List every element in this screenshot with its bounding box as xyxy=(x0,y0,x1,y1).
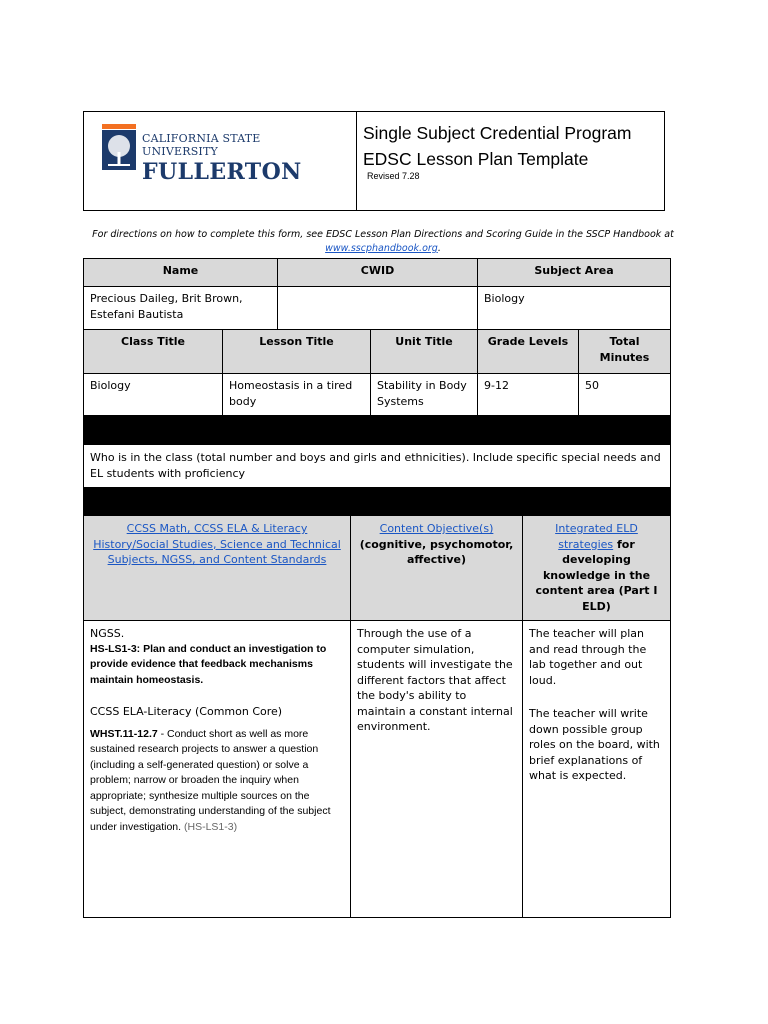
grade-levels-value: 9-12 xyxy=(477,373,579,416)
whst-code: WHST.11-12.7 xyxy=(90,727,158,740)
directions-body: For directions on how to complete this form, see EDSC Lesson Plan Directions and Scoring Guide in the SSCP Handbook at xyxy=(92,229,674,240)
whst-standard xyxy=(90,727,344,836)
logo-fullerton-line: FULLERTON xyxy=(142,159,302,185)
unit-title-value: Stability in Body Systems xyxy=(370,373,478,416)
eld-strategies-link[interactable]: Integrated ELD strategies xyxy=(555,522,638,551)
template-title: EDSC Lesson Plan Template xyxy=(363,149,589,169)
header-box xyxy=(83,111,665,211)
eld-strategy-1: The teacher will plan and read through the lab together and out loud. xyxy=(529,627,647,687)
unit-title-header: Unit Title xyxy=(370,329,478,374)
class-title-value: Biology xyxy=(83,373,223,416)
eld-strategies-subtitle: for developing knowledge in the content area (Part I ELD) xyxy=(535,537,658,613)
sscp-handbook-link[interactable]: www.sscphandbook.org xyxy=(325,243,438,254)
grade-levels-header: Grade Levels xyxy=(477,329,579,374)
eld-strategies-header xyxy=(522,515,671,621)
content-objectives-link[interactable]: Content Objective(s) xyxy=(379,522,494,535)
program-title: Single Subject Credential Program xyxy=(363,123,632,143)
revised-note: Revised 7.28 xyxy=(367,171,420,181)
eld-strategies-cell xyxy=(522,620,671,918)
name-value: Precious Daileg, Brit Brown, Estefani Bautista xyxy=(83,286,278,330)
content-objectives-subtitle: (cognitive, psychomotor, affective) xyxy=(359,537,514,566)
tree-seal-icon xyxy=(102,124,136,174)
ngss-label: NGSS. xyxy=(90,627,125,640)
lesson-title-header: Lesson Title xyxy=(222,329,371,374)
subject-area-value: Biology xyxy=(477,286,671,330)
directions-end: . xyxy=(437,243,441,254)
total-minutes-header: Total Minutes xyxy=(578,329,671,374)
logo-university-line: CALIFORNIA STATE UNIVERSITY xyxy=(142,132,261,158)
whst-ref: (HS-LS1-3) xyxy=(183,820,238,833)
name-header: Name xyxy=(83,258,278,287)
ccss-ela-label: CCSS ELA-Literacy (Common Core) xyxy=(90,705,283,718)
total-minutes-value: 50 xyxy=(578,373,671,416)
directions-text xyxy=(83,228,683,256)
subject-area-header: Subject Area xyxy=(477,258,671,287)
csuf-logo xyxy=(102,122,312,185)
class-title-header: Class Title xyxy=(83,329,223,374)
eld-strategy-2: The teacher will write down possible group roles on the board, with brief explanations of what is expected. xyxy=(529,707,660,782)
section-divider-bar xyxy=(83,487,671,516)
standards-cell xyxy=(83,620,351,918)
standards-link[interactable]: CCSS Math, CCSS ELA & Literacy History/Social Studies, Science and Technical Subjects, NGSS, and Content Standards xyxy=(93,522,341,566)
hs-ls1-3-standard: HS-LS1-3: Plan and conduct an investigation to provide evidence that feedback mechanisms maintain homeostasis. xyxy=(90,642,327,686)
cwid-header: CWID xyxy=(277,258,478,287)
lesson-title-value: Homeostasis in a tired body xyxy=(222,373,371,416)
content-objectives-header xyxy=(350,515,523,621)
standards-header xyxy=(83,515,351,621)
content-objective-cell: Through the use of a computer simulation, students will investigate the different factors that affect the body's ability to maintain a constant internal environment. xyxy=(350,620,523,918)
section-divider-bar xyxy=(83,415,671,445)
class-description: Who is in the class (total number and boys and girls and ethnicities). Include specific special needs and EL students with proficiency xyxy=(83,444,671,488)
whst-text: - Conduct short as well as more sustained research projects to answer a question (including a self-generated question) or solve a problem; narrow or broaden the inquiry when appropriate; synthesize multiple sources on the subject, demonstrating understanding of the subject under investigation. xyxy=(90,727,331,833)
cwid-value xyxy=(277,286,478,330)
